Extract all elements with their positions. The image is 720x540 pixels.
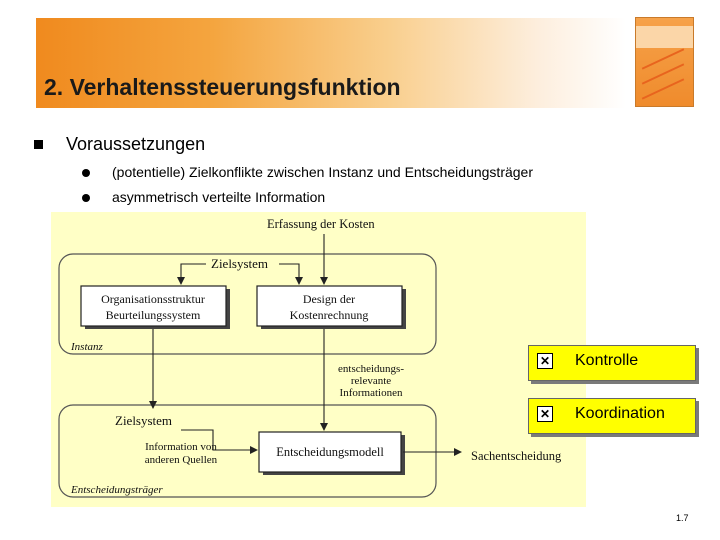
dot-bullet-icon (82, 194, 90, 202)
square-bullet-icon (34, 140, 43, 149)
relevant-info-line2: relevante (350, 375, 392, 387)
design-line2: Kostenrechnung (289, 308, 369, 322)
relevant-info-line1: entscheidungs- (338, 363, 404, 375)
callout-label: Koordination (575, 405, 665, 422)
dot-bullet-icon (82, 169, 90, 177)
zielsystem-top-label: Zielsystem (211, 256, 269, 271)
instanz-label: Instanz (71, 341, 103, 353)
design-line1: Design der (302, 292, 356, 306)
callout-koordination (528, 398, 696, 434)
org-line2: Beurteilungssystem (105, 308, 201, 322)
org-line1: Organisationsstruktur (101, 292, 205, 306)
control-diagram (51, 212, 586, 507)
page-number: 1.7 (676, 513, 689, 523)
book-cover-image (635, 17, 694, 107)
callout-label: Kontrolle (575, 352, 639, 369)
zielsystem-bottom-label: Zielsystem (115, 413, 173, 428)
slide-title: 2. Verhaltenssteuerungsfunktion (44, 74, 401, 100)
info-other-line2: anderen Quellen (144, 454, 218, 466)
callout-kontrolle (528, 345, 696, 381)
top-label: Erfassung der Kosten (267, 217, 375, 231)
checkbox-x-icon: ✕ (537, 406, 553, 422)
info-other-line1: Information von (145, 441, 217, 453)
model-label: Entscheidungsmodell (276, 445, 384, 459)
relevant-info-line3: Informationen (339, 387, 403, 399)
bullet-text: (potentielle) Zielkonflikte zwischen Instanz und Entscheidungsträger (112, 164, 534, 180)
checkbox-x-icon: ✕ (537, 353, 553, 369)
section-heading: Voraussetzungen (66, 134, 206, 154)
bullet-text: asymmetrisch verteilte Information (112, 189, 326, 205)
sachentscheidung-label: Sachentscheidung (471, 449, 562, 463)
entscheidungstraeger-label: Entscheidungsträger (71, 484, 163, 496)
